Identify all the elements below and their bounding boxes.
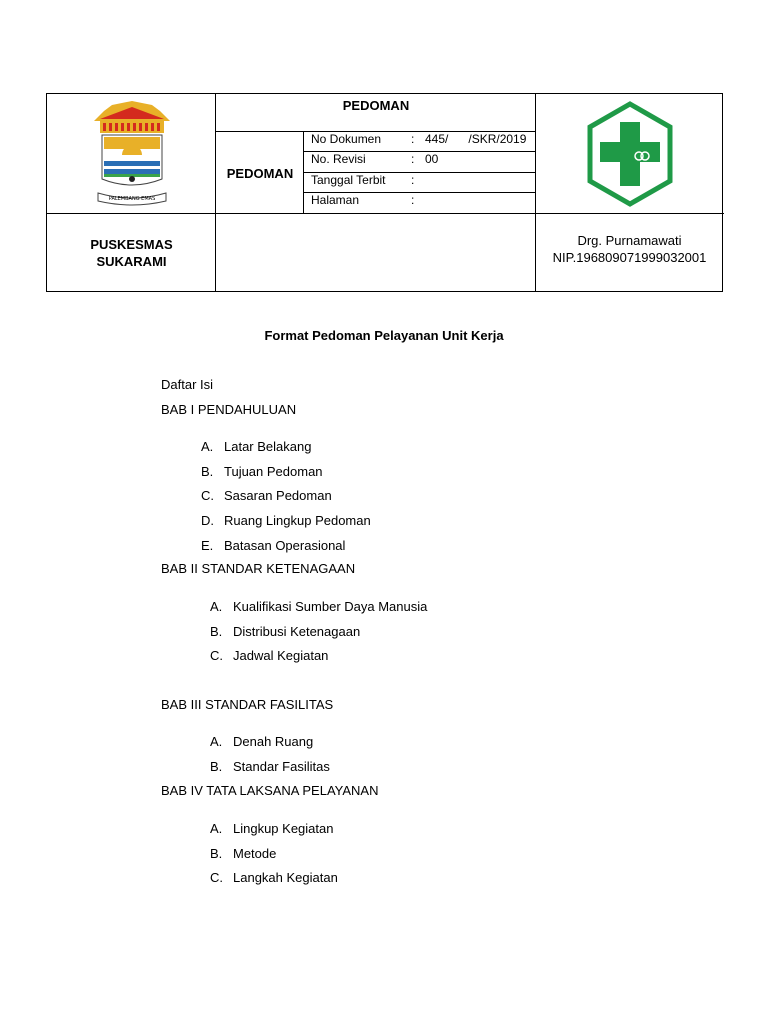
list-item: B. Tujuan Pedoman bbox=[201, 464, 323, 479]
chapter-title: BAB III STANDAR FASILITAS bbox=[161, 697, 334, 712]
list-item: A. Latar Belakang bbox=[201, 439, 312, 454]
list-item: B. Standar Fasilitas bbox=[210, 759, 330, 774]
list-item: A. Kualifikasi Sumber Daya Manusia bbox=[210, 599, 428, 614]
chapter-title: BAB IV TATA LAKSANA PELAYANAN bbox=[161, 783, 379, 798]
list-item: C. Langkah Kegiatan bbox=[210, 870, 338, 885]
meta-sep: : bbox=[411, 152, 415, 166]
list-item: C. Jadwal Kegiatan bbox=[210, 648, 329, 663]
list-item: C. Sasaran Pedoman bbox=[201, 488, 332, 503]
signer-name: Drg. Purnamawati bbox=[577, 233, 682, 248]
document-title: Format Pedoman Pelayanan Unit Kerja bbox=[264, 328, 504, 343]
signer-block bbox=[536, 214, 723, 292]
signer-nip: NIP.196809071999032001 bbox=[552, 250, 707, 265]
header-top-title: PEDOMAN bbox=[342, 98, 410, 113]
chapter-title: BAB I PENDAHULUAN bbox=[161, 402, 297, 417]
meta-label-page: Halaman bbox=[311, 193, 360, 207]
meta-sep: : bbox=[411, 193, 415, 207]
list-item: A. Denah Ruang bbox=[210, 734, 314, 749]
palembang-city-logo bbox=[47, 94, 216, 214]
header-side-title: PEDOMAN bbox=[226, 165, 294, 181]
kemenkes-logo bbox=[536, 94, 723, 214]
list-item: E. Batasan Operasional bbox=[201, 538, 346, 553]
organization-name: PUSKESMAS SUKARAMI bbox=[90, 237, 173, 269]
toc-heading: Daftar Isi bbox=[161, 377, 214, 392]
list-item: B. Metode bbox=[210, 846, 277, 861]
document-header-table bbox=[46, 93, 723, 292]
meta-value-revision: 00 bbox=[425, 152, 439, 166]
list-item: A. Lingkup Kegiatan bbox=[210, 821, 334, 836]
list-item: D. Ruang Lingkup Pedoman bbox=[201, 513, 371, 528]
meta-sep: : bbox=[411, 132, 415, 146]
chapter-title: BAB II STANDAR KETENAGAAN bbox=[161, 561, 356, 576]
meta-value-doc-number: 445/ /SKR/2019 bbox=[425, 132, 527, 146]
meta-label-revision: No. Revisi bbox=[311, 152, 366, 166]
meta-label-doc-number: No Dokumen bbox=[311, 132, 382, 146]
svg-text:PALEMBANG EMAS: PALEMBANG EMAS bbox=[108, 196, 155, 202]
meta-sep: : bbox=[411, 173, 415, 187]
meta-label-issue-date: Tanggal Terbit bbox=[311, 173, 386, 187]
list-item: B. Distribusi Ketenagaan bbox=[210, 624, 361, 639]
